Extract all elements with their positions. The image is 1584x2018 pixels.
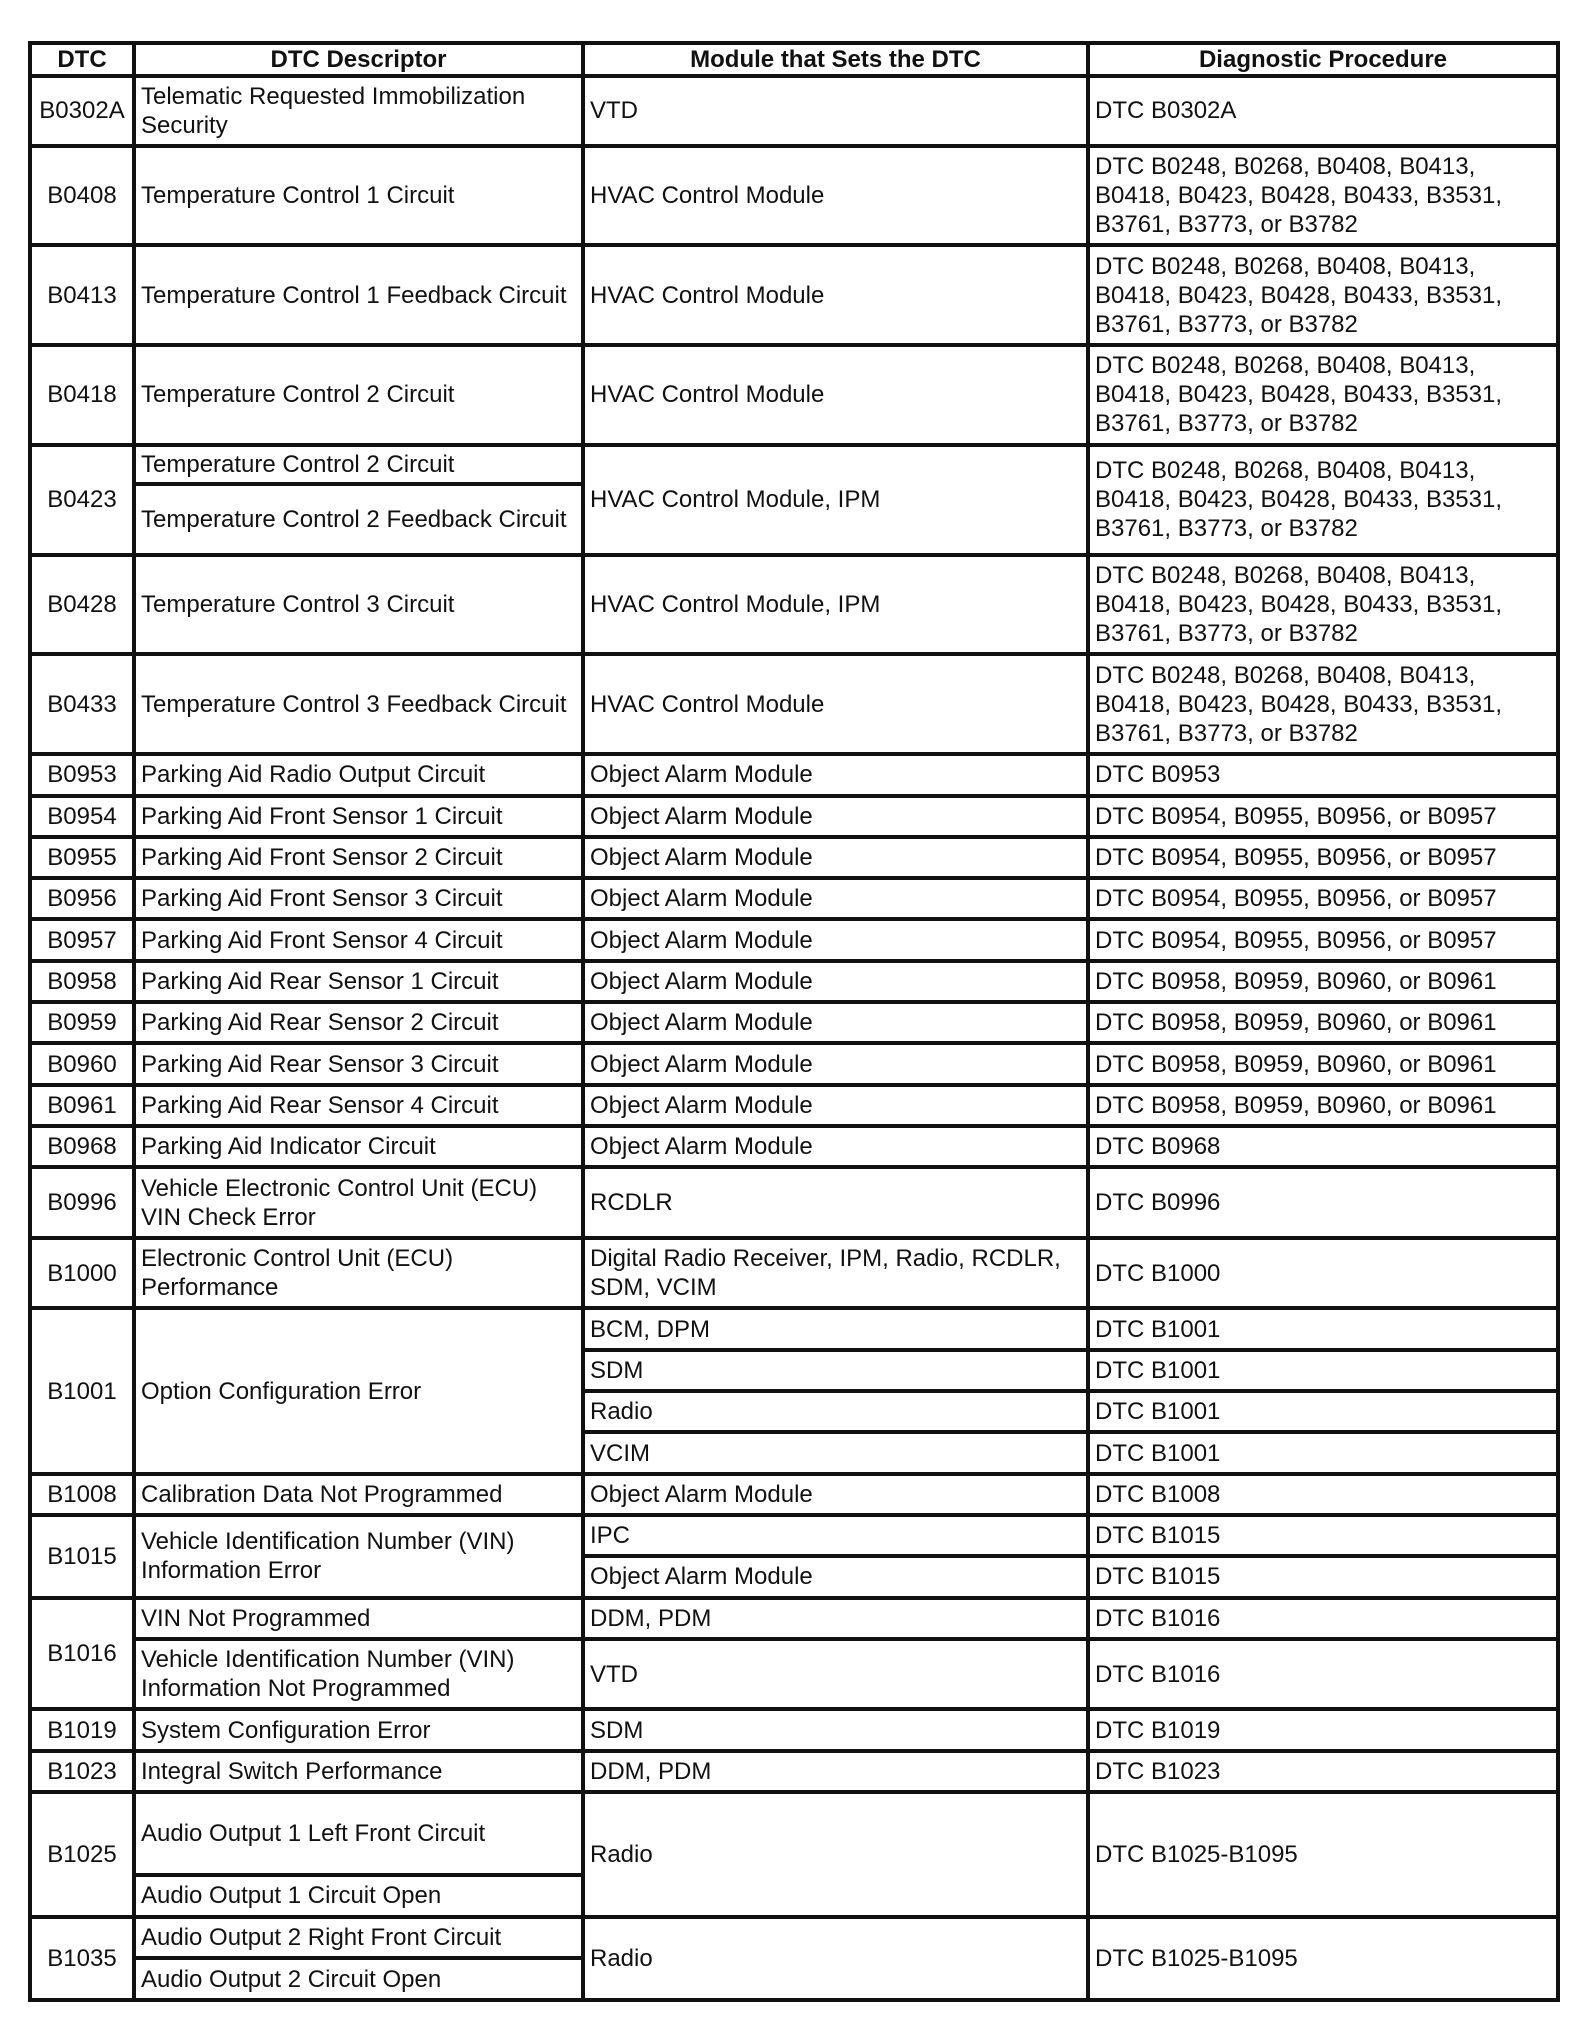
dtc-code: B1035 [30, 1917, 134, 2000]
table-row [30, 1709, 1558, 1750]
dtc-descriptor: VIN Not Programmed [134, 1598, 583, 1639]
table-row [30, 1515, 1558, 1556]
dtc-procedure: DTC B0968 [1088, 1126, 1558, 1167]
dtc-module: Radio [583, 1391, 1088, 1432]
dtc-descriptor: Parking Aid Rear Sensor 1 Circuit [134, 961, 583, 1002]
table-row [30, 1917, 1558, 1958]
dtc-code: B0302A [30, 76, 134, 146]
dtc-descriptor: Parking Aid Front Sensor 3 Circuit [134, 878, 583, 919]
dtc-code: B0968 [30, 1126, 134, 1167]
dtc-procedure: DTC B1023 [1088, 1751, 1558, 1792]
dtc-code: B0961 [30, 1085, 134, 1126]
dtc-descriptor: Vehicle Identification Number (VIN) Information Error [134, 1515, 583, 1598]
dtc-module: VTD [583, 1639, 1088, 1710]
dtc-code: B0955 [30, 837, 134, 878]
dtc-module: SDM [583, 1709, 1088, 1750]
dtc-descriptor: Parking Aid Rear Sensor 4 Circuit [134, 1085, 583, 1126]
dtc-code: B0408 [30, 146, 134, 246]
header-module: Module that Sets the DTC [583, 43, 1088, 76]
dtc-module: Object Alarm Module [583, 1556, 1088, 1597]
dtc-module: DDM, PDM [583, 1751, 1088, 1792]
dtc-procedure: DTC B0248, B0268, B0408, B0413, B0418, B0423, B0428, B0433, B3531, B3761, B3773, or B3782 [1088, 345, 1558, 445]
dtc-procedure: DTC B1008 [1088, 1474, 1558, 1515]
dtc-descriptor: Audio Output 2 Right Front Circuit [134, 1917, 583, 1958]
dtc-module: Object Alarm Module [583, 878, 1088, 919]
dtc-code: B0956 [30, 878, 134, 919]
dtc-procedure: DTC B0954, B0955, B0956, or B0957 [1088, 878, 1558, 919]
dtc-procedure: DTC B0248, B0268, B0408, B0413, B0418, B0423, B0428, B0433, B3531, B3761, B3773, or B3782 [1088, 555, 1558, 655]
dtc-descriptor: Integral Switch Performance [134, 1751, 583, 1792]
table-row [30, 796, 1558, 837]
dtc-code: B0413 [30, 245, 134, 345]
dtc-descriptor: Temperature Control 2 Circuit [134, 445, 583, 484]
dtc-descriptor: Option Configuration Error [134, 1308, 583, 1473]
dtc-procedure: DTC B0958, B0959, B0960, or B0961 [1088, 1002, 1558, 1043]
dtc-descriptor: Parking Aid Radio Output Circuit [134, 754, 583, 795]
dtc-descriptor: Parking Aid Rear Sensor 3 Circuit [134, 1043, 583, 1084]
table-row [30, 445, 1558, 484]
dtc-code: B0957 [30, 919, 134, 960]
table-row [30, 837, 1558, 878]
dtc-code: B1023 [30, 1751, 134, 1792]
dtc-module: IPC [583, 1515, 1088, 1556]
table-row [30, 1043, 1558, 1084]
dtc-descriptor: Calibration Data Not Programmed [134, 1474, 583, 1515]
dtc-module: Object Alarm Module [583, 1474, 1088, 1515]
dtc-descriptor: Vehicle Identification Number (VIN) Information Not Programmed [134, 1639, 583, 1710]
dtc-procedure: DTC B1025-B1095 [1088, 1792, 1558, 1917]
table-row [30, 1598, 1558, 1639]
dtc-procedure: DTC B1000 [1088, 1238, 1558, 1309]
dtc-table [28, 41, 1560, 2002]
table-row [30, 919, 1558, 960]
dtc-module: Digital Radio Receiver, IPM, Radio, RCDLR, SDM, VCIM [583, 1238, 1088, 1309]
dtc-procedure: DTC B1001 [1088, 1432, 1558, 1473]
dtc-module: HVAC Control Module, IPM [583, 445, 1088, 555]
dtc-module: HVAC Control Module [583, 345, 1088, 445]
dtc-module: Object Alarm Module [583, 961, 1088, 1002]
dtc-descriptor: Parking Aid Front Sensor 4 Circuit [134, 919, 583, 960]
dtc-procedure: DTC B0248, B0268, B0408, B0413, B0418, B0423, B0428, B0433, B3531, B3761, B3773, or B3782 [1088, 445, 1558, 555]
dtc-code: B1008 [30, 1474, 134, 1515]
dtc-descriptor: Temperature Control 3 Feedback Circuit [134, 654, 583, 754]
table-row [30, 1085, 1558, 1126]
dtc-procedure: DTC B0302A [1088, 76, 1558, 146]
header-procedure: Diagnostic Procedure [1088, 43, 1558, 76]
dtc-descriptor: Temperature Control 2 Feedback Circuit [134, 484, 583, 555]
dtc-procedure: DTC B0958, B0959, B0960, or B0961 [1088, 961, 1558, 1002]
dtc-descriptor: Electronic Control Unit (ECU) Performance [134, 1238, 583, 1309]
dtc-descriptor: Temperature Control 1 Circuit [134, 146, 583, 246]
dtc-descriptor: Parking Aid Rear Sensor 2 Circuit [134, 1002, 583, 1043]
dtc-code: B1001 [30, 1308, 134, 1473]
dtc-module: Object Alarm Module [583, 1002, 1088, 1043]
dtc-procedure: DTC B1015 [1088, 1515, 1558, 1556]
dtc-module: Object Alarm Module [583, 1085, 1088, 1126]
table-row [30, 961, 1558, 1002]
dtc-module: HVAC Control Module [583, 146, 1088, 246]
dtc-module: DDM, PDM [583, 1598, 1088, 1639]
header-dtc: DTC [30, 43, 134, 76]
dtc-descriptor: Temperature Control 2 Circuit [134, 345, 583, 445]
dtc-module: BCM, DPM [583, 1308, 1088, 1349]
table-row [30, 1474, 1558, 1515]
dtc-code: B0959 [30, 1002, 134, 1043]
dtc-procedure: DTC B1016 [1088, 1598, 1558, 1639]
dtc-module: VCIM [583, 1432, 1088, 1473]
table-row [30, 1167, 1558, 1238]
dtc-code: B1025 [30, 1792, 134, 1917]
table-row [30, 345, 1558, 445]
dtc-descriptor: Audio Output 1 Circuit Open [134, 1875, 583, 1917]
dtc-procedure: DTC B0248, B0268, B0408, B0413, B0418, B0423, B0428, B0433, B3531, B3761, B3773, or B3782 [1088, 654, 1558, 754]
dtc-procedure: DTC B1001 [1088, 1391, 1558, 1432]
header-descriptor: DTC Descriptor [134, 43, 583, 76]
dtc-module: Radio [583, 1917, 1088, 2000]
dtc-code: B0958 [30, 961, 134, 1002]
dtc-module: HVAC Control Module [583, 245, 1088, 345]
header-row [30, 43, 1558, 76]
dtc-module: Object Alarm Module [583, 919, 1088, 960]
dtc-module: Object Alarm Module [583, 754, 1088, 795]
dtc-procedure: DTC B0958, B0959, B0960, or B0961 [1088, 1043, 1558, 1084]
dtc-descriptor: Parking Aid Front Sensor 2 Circuit [134, 837, 583, 878]
table-row [30, 555, 1558, 655]
dtc-descriptor: Temperature Control 1 Feedback Circuit [134, 245, 583, 345]
dtc-module: Radio [583, 1792, 1088, 1917]
dtc-code: B0960 [30, 1043, 134, 1084]
dtc-code: B1016 [30, 1598, 134, 1710]
dtc-code: B0418 [30, 345, 134, 445]
dtc-code: B0996 [30, 1167, 134, 1238]
dtc-descriptor: Audio Output 2 Circuit Open [134, 1958, 583, 2000]
dtc-procedure: DTC B1025-B1095 [1088, 1917, 1558, 2000]
table-row [30, 1639, 1558, 1710]
dtc-descriptor: Parking Aid Front Sensor 1 Circuit [134, 796, 583, 837]
table-row [30, 76, 1558, 146]
dtc-procedure: DTC B0953 [1088, 754, 1558, 795]
dtc-module: Object Alarm Module [583, 1126, 1088, 1167]
dtc-module: SDM [583, 1350, 1088, 1391]
dtc-code: B0428 [30, 555, 134, 655]
table-row [30, 878, 1558, 919]
table-row [30, 1792, 1558, 1875]
dtc-descriptor: Telematic Requested Immobilization Security [134, 76, 583, 146]
table-row [30, 245, 1558, 345]
dtc-procedure: DTC B0248, B0268, B0408, B0413, B0418, B0423, B0428, B0433, B3531, B3761, B3773, or B3782 [1088, 245, 1558, 345]
dtc-procedure: DTC B1001 [1088, 1350, 1558, 1391]
dtc-module: Object Alarm Module [583, 837, 1088, 878]
dtc-descriptor: System Configuration Error [134, 1709, 583, 1750]
table-row [30, 146, 1558, 246]
dtc-descriptor: Temperature Control 3 Circuit [134, 555, 583, 655]
dtc-code: B1019 [30, 1709, 134, 1750]
dtc-code: B0433 [30, 654, 134, 754]
dtc-procedure: DTC B0248, B0268, B0408, B0413, B0418, B0423, B0428, B0433, B3531, B3761, B3773, or B3782 [1088, 146, 1558, 246]
dtc-procedure: DTC B0954, B0955, B0956, or B0957 [1088, 837, 1558, 878]
table-row [30, 1126, 1558, 1167]
dtc-procedure: DTC B1019 [1088, 1709, 1558, 1750]
dtc-code: B1015 [30, 1515, 134, 1598]
dtc-procedure: DTC B1016 [1088, 1639, 1558, 1710]
dtc-procedure: DTC B0954, B0955, B0956, or B0957 [1088, 919, 1558, 960]
table-row [30, 1238, 1558, 1309]
table-row [30, 1002, 1558, 1043]
dtc-procedure: DTC B0958, B0959, B0960, or B0961 [1088, 1085, 1558, 1126]
dtc-descriptor: Vehicle Electronic Control Unit (ECU) VIN Check Error [134, 1167, 583, 1238]
dtc-procedure: DTC B1015 [1088, 1556, 1558, 1597]
table-row [30, 1751, 1558, 1792]
dtc-procedure: DTC B0996 [1088, 1167, 1558, 1238]
dtc-code: B0954 [30, 796, 134, 837]
dtc-module: HVAC Control Module [583, 654, 1088, 754]
dtc-code: B1000 [30, 1238, 134, 1309]
table-row [30, 754, 1558, 795]
dtc-module: RCDLR [583, 1167, 1088, 1238]
table-row [30, 1308, 1558, 1349]
dtc-code: B0953 [30, 754, 134, 795]
dtc-module: Object Alarm Module [583, 796, 1088, 837]
dtc-module: HVAC Control Module, IPM [583, 555, 1088, 655]
dtc-code: B0423 [30, 445, 134, 555]
dtc-descriptor: Parking Aid Indicator Circuit [134, 1126, 583, 1167]
dtc-module: VTD [583, 76, 1088, 146]
dtc-module: Object Alarm Module [583, 1043, 1088, 1084]
dtc-descriptor: Audio Output 1 Left Front Circuit [134, 1792, 583, 1875]
dtc-procedure: DTC B1001 [1088, 1308, 1558, 1349]
table-row [30, 654, 1558, 754]
dtc-procedure: DTC B0954, B0955, B0956, or B0957 [1088, 796, 1558, 837]
